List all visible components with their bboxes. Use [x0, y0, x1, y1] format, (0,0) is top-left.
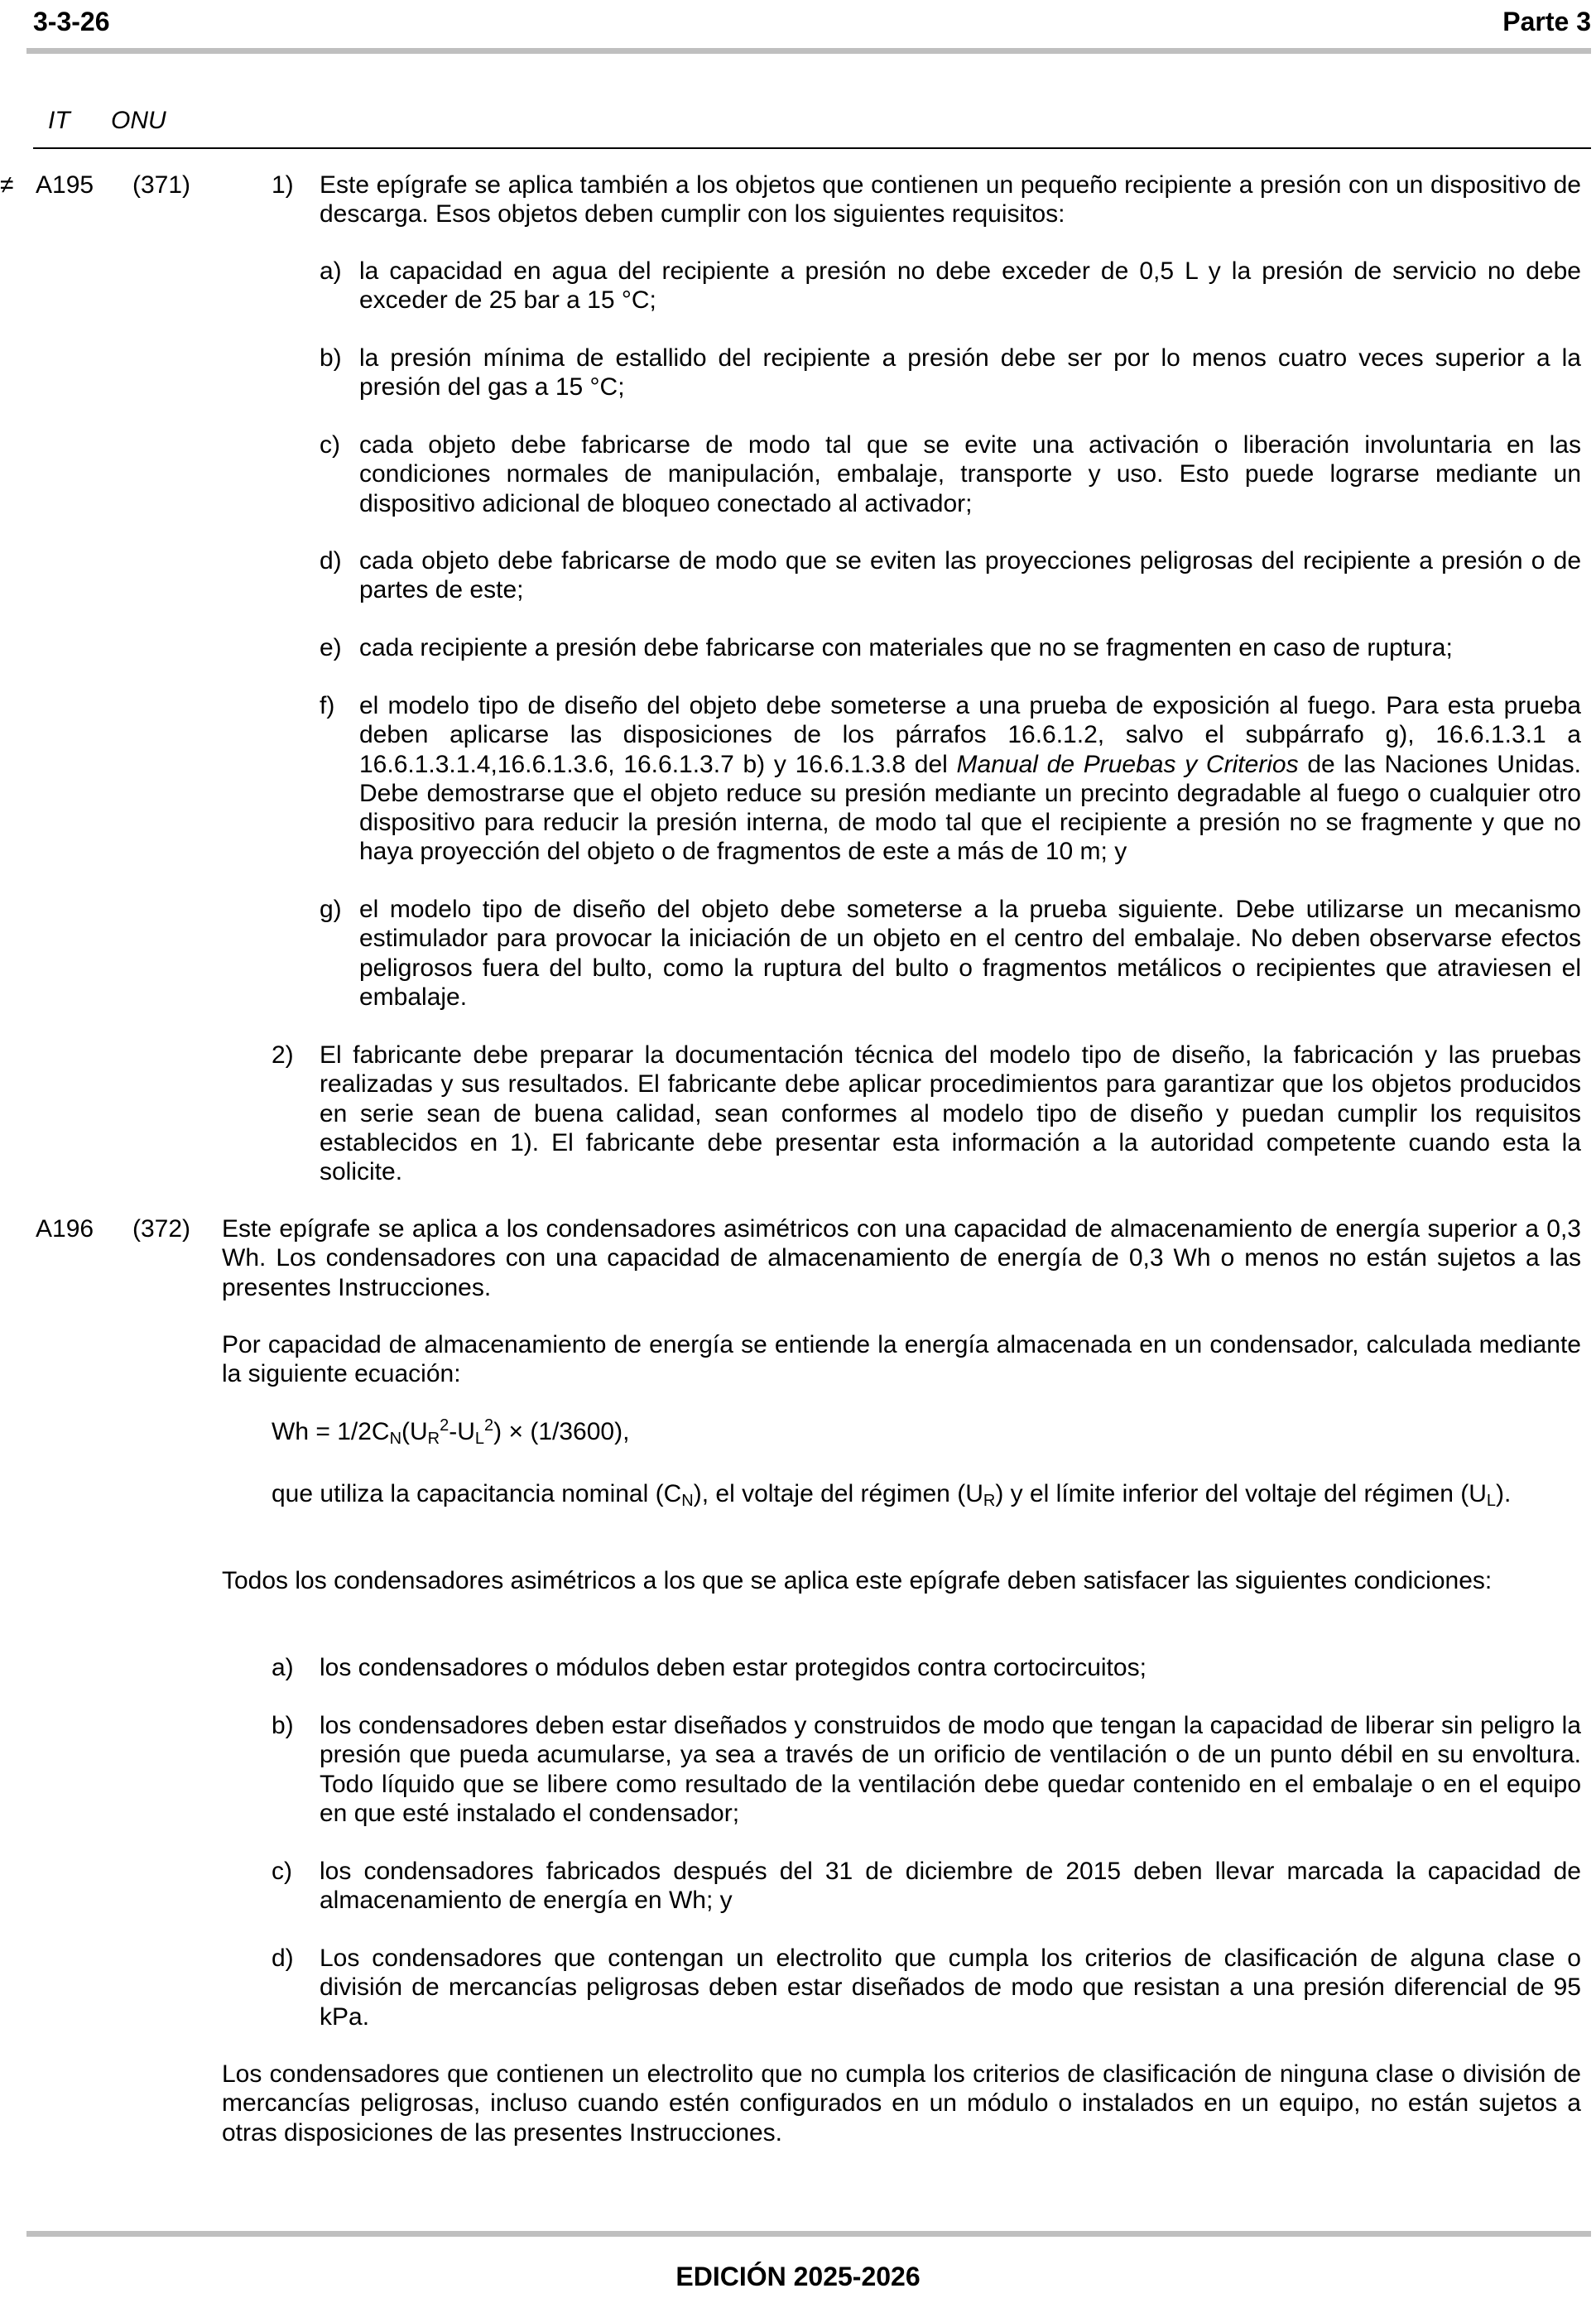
provision-code-it: A196 [36, 1215, 94, 1243]
paragraph-text: Los condensadores que contienen un electrolito que no cumpla los criterios de clasificación de ninguna clase o división de mercancías peligrosas, incluso cuando estén configurados en un módulo o instalados en un equipo, no están sujetos a otras disposiciones de las presentes Instrucciones. [222, 2060, 1581, 2147]
edition-label: EDICIÓN 2025-2026 [675, 2262, 921, 2291]
paragraph-text: Todos los condensadores asimétricos a los que se aplica este epígrafe deben satisfacer las siguientes condiciones: [222, 1567, 1493, 1594]
item-label: a) [272, 1654, 294, 1681]
column-heading-it: IT [48, 107, 70, 134]
paragraph-label: 2) [272, 1041, 294, 1069]
text-segment: que utiliza la capacitancia nominal (C [272, 1480, 682, 1507]
item-label: c) [320, 431, 340, 459]
item-text: la capacidad en agua del recipiente a presión no debe exceder de 0,5 L y la presión de servicio no debe exceder de 25 bar a 15 °C; [359, 257, 1581, 315]
item-text: cada recipiente a presión debe fabricarse con materiales que no se fragmenten en caso de ruptura; [359, 634, 1453, 661]
item-text-segment: de las Naciones Unidas. Debe demostrarse que el objeto reduce su presión mediante un precinto degradable al fuego o cualquier otro dispositivo para reducir la presión interna, de modo tal que el recipiente a presión no se fragmente y que no haya proyección del objeto o de fragmentos de este a más de 10 m; y [359, 750, 1581, 866]
paragraph-text: El fabricante debe preparar la documentación técnica del modelo tipo de diseño, la fabricación y las pruebas realizadas y sus resultados. El fabricante debe aplicar procedimientos para garantizar que los objetos producidos en serie sean de buena calidad, sean conformes al modelo tipo de diseño y puedan cumplir los requisitos establecidos en 1). El fabricante debe presentar esta información a la autoridad competente cuando esta la solicite. [320, 1041, 1581, 1186]
subscript: R [983, 1492, 996, 1510]
paragraph-text: Por capacidad de almacenamiento de energía se entiende la energía almacenada en un condensador, calculada mediante la siguiente ecuación: [222, 1331, 1581, 1388]
provision-code-onu: (372) [132, 1215, 191, 1243]
part-label: Parte 3 [1502, 7, 1591, 36]
column-heading-onu: ONU [111, 107, 166, 134]
item-label: a) [320, 257, 342, 285]
eq-subscript: N [389, 1430, 402, 1448]
eq-part: ) × (1/3600), [493, 1418, 630, 1445]
paragraph-label: 1) [272, 171, 294, 199]
text-segment: ), el voltaje del régimen (U [693, 1480, 983, 1507]
equation-explanation [272, 1479, 1581, 1508]
subscript: N [681, 1492, 694, 1510]
item-text: cada objeto debe fabricarse de modo tal que se evite una activación o liberación involuntaria en las condiciones normales de manipulación, embalaje, transporte y uso. Esto puede lograrse mediante un dispositivo adicional de bloqueo conectado al activador; [359, 431, 1581, 517]
eq-subscript: R [427, 1430, 440, 1448]
item-label: d) [320, 547, 342, 574]
eq-superscript: 2 [440, 1416, 449, 1435]
eq-superscript: 2 [484, 1416, 494, 1435]
item-text: los condensadores fabricados después del 31 de diciembre de 2015 deben llevar marcada la capacidad de almacenamiento de energía en Wh; y [320, 1858, 1581, 1915]
energy-equation [272, 1417, 629, 1446]
item-text: Los condensadores que contengan un electrolito que cumpla los criterios de clasificación de alguna clase o división de mercancías peligrosas deben estar diseñados de modo que resistan a una presión diferencial de 95 kPa. [320, 1945, 1581, 2031]
paragraph-text: Este epígrafe se aplica también a los objetos que contienen un pequeño recipiente a presión con un dispositivo de descarga. Esos objetos deben cumplir con los siguientes requisitos: [320, 171, 1581, 228]
item-label: d) [272, 1945, 294, 1972]
header-rule [26, 48, 1591, 54]
eq-part: (U [401, 1418, 428, 1445]
provision-code-onu: (371) [132, 171, 191, 199]
item-text [359, 691, 1581, 867]
paragraph-text: Este epígrafe se aplica a los condensadores asimétricos con una capacidad de almacenamiento de energía superior a 0,3 Wh. Los condensadores con una capacidad de almacenamiento de energía de 0,3 Wh o menos no están sujetos a las presentes Instrucciones. [222, 1215, 1581, 1301]
item-label: e) [320, 634, 342, 661]
change-mark: ≠ [0, 171, 14, 199]
provision-code-it: A195 [36, 171, 94, 199]
item-label: b) [272, 1712, 294, 1739]
eq-part: -U [449, 1418, 475, 1445]
item-text: los condensadores o módulos deben estar protegidos contra cortocircuitos; [320, 1654, 1147, 1681]
item-label: g) [320, 896, 342, 923]
footer-rule [26, 2231, 1591, 2237]
item-text: el modelo tipo de diseño del objeto debe someterse a la prueba siguiente. Debe utilizarse un mecanismo estimulador para provocar la iniciación de un objeto en el centro del embalaje. No deben observarse efectos peligrosos fuera del bulto, como la ruptura del bulto o fragmentos metálicos o recipientes que atraviesen el embalaje. [359, 896, 1581, 1011]
text-segment: ) y el límite inferior del voltaje del régimen (U [995, 1480, 1487, 1507]
text-segment: ). [1496, 1480, 1512, 1507]
page-number: 3-3-26 [33, 7, 110, 36]
column-heading-rule [33, 147, 1591, 149]
item-label: c) [272, 1858, 292, 1885]
eq-subscript: L [474, 1430, 485, 1448]
item-text: cada objeto debe fabricarse de modo que se eviten las proyecciones peligrosas del recipiente a presión o de partes de este; [359, 547, 1581, 604]
item-label: f) [320, 692, 335, 719]
item-text: los condensadores deben estar diseñados y construidos de modo que tengan la capacidad de liberar sin peligro la presión que pueda acumularse, ya sea a través de un orificio de ventilación o de un punto débil en su envoltura. Todo líquido que se libere como resultado de la ventilación debe quedar contenido en el embalaje o en el equipo en que esté instalado el condensador; [320, 1712, 1581, 1827]
item-text: la presión mínima de estallido del recipiente a presión debe ser por lo menos cuatro veces superior a la presión del gas a 15 °C; [359, 344, 1581, 401]
manual-title: Manual de Pruebas y Criterios [956, 750, 1299, 778]
subscript: L [1486, 1492, 1497, 1510]
item-text-segment: el modelo tipo de diseño del objeto debe someterse a una prueba de exposición al fuego. Para esta prueba deben aplicarse las disposiciones de los párrafos 16.6.1.2, salvo el subpárrafo g), 16.6.1.3.1 a 16.6.1.3.1.4,16.6.1.3.6, 16.6.1.3.7 b) y 16.6.1.3.8 del [359, 692, 1581, 778]
item-label: b) [320, 344, 342, 372]
eq-part: Wh = 1/2C [272, 1418, 390, 1445]
